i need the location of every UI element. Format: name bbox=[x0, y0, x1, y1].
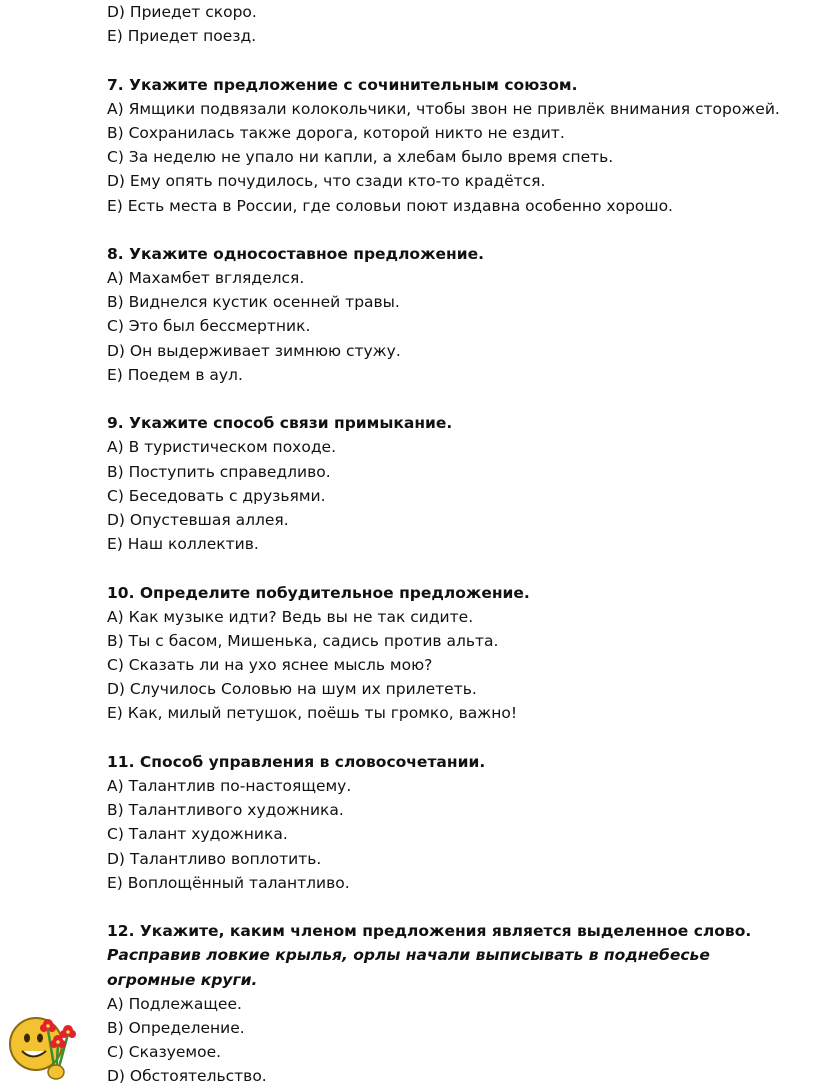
q10-option-c: C) Сказать ли на ухо яснее мысль мою? bbox=[107, 656, 433, 675]
q10-option-b: B) Ты с басом, Мишенька, садись против альта. bbox=[107, 631, 499, 650]
q10-title: 10. Определите побудительное предложение. bbox=[107, 583, 530, 602]
q12-option-c: C) Сказуемое. bbox=[107, 1043, 222, 1062]
spacer bbox=[107, 218, 807, 242]
q7-option-d: D) Ему опять почудилось, что сзади кто-то крадётся. bbox=[107, 172, 546, 191]
smiley-eye-left bbox=[24, 1034, 30, 1043]
smiley-eye-right bbox=[37, 1034, 43, 1043]
q9-option-e: E) Наш коллектив. bbox=[107, 535, 259, 554]
q8-title: 8. Укажите односоставное предложение. bbox=[107, 244, 484, 263]
q10-option-e: E) Как, милый петушок, поёшь ты громко, важно! bbox=[107, 704, 518, 723]
q7-option-b: B) Сохранилась также дорога, которой никто не ездит. bbox=[107, 123, 565, 142]
q6-option-e: E) Приедет поезд. bbox=[107, 27, 257, 46]
flower-center-2 bbox=[66, 1030, 70, 1034]
q12-title: 12. Укажите, каким членом предложения является выделенное слово. bbox=[107, 922, 752, 941]
spacer bbox=[107, 387, 807, 411]
q8-option-a: A) Махамбет вгляделся. bbox=[107, 269, 305, 288]
q12-option-b: B) Определение. bbox=[107, 1018, 245, 1037]
spacer bbox=[107, 726, 807, 750]
q11-option-e: E) Воплощённый талантливо. bbox=[107, 873, 350, 892]
q7-option-a: A) Ямщики подвязали колокольчики, чтобы звон не привлёк внимания сторожей. bbox=[107, 99, 780, 118]
smiley-hand bbox=[48, 1065, 64, 1079]
q11-option-c: C) Талант художника. bbox=[107, 825, 288, 844]
q12-option-a: A) Подлежащее. bbox=[107, 994, 242, 1013]
q7-title: 7. Укажите предложение с сочинительным союзом. bbox=[107, 75, 578, 94]
q9-option-a: A) В туристическом походе. bbox=[107, 438, 337, 457]
q12-quote-line-1: Расправив ловкие крылья, орлы начали выписывать в поднебесье bbox=[107, 946, 710, 965]
spacer bbox=[107, 895, 807, 919]
smiley-with-flowers-icon bbox=[6, 1004, 78, 1084]
flower-center-3 bbox=[46, 1024, 50, 1028]
q7-option-c: C) За неделю не упало ни капли, а хлебам было время спеть. bbox=[107, 148, 614, 167]
q8-option-d: D) Он выдерживает зимнюю стужу. bbox=[107, 341, 401, 360]
q6-option-d: D) Приедет скоро. bbox=[107, 3, 257, 21]
q9-title: 9. Укажите способ связи примыкание. bbox=[107, 414, 453, 433]
flower-center-1 bbox=[56, 1040, 60, 1044]
q10-option-d: D) Случилось Соловью на шум их прилететь. bbox=[107, 680, 477, 699]
q12-option-d: D) Обстоятельство. bbox=[107, 1067, 267, 1086]
q11-option-b: B) Талантливого художника. bbox=[107, 801, 344, 820]
q10-option-a: A) Как музыке идти? Ведь вы не так сидите. bbox=[107, 607, 474, 626]
q8-option-b: B) Виднелся кустик осенней травы. bbox=[107, 293, 400, 312]
q9-option-d: D) Опустевшая аллея. bbox=[107, 510, 289, 529]
spacer bbox=[107, 48, 807, 72]
q9-option-c: C) Беседовать с друзьями. bbox=[107, 486, 326, 505]
document-page bbox=[107, 0, 807, 1088]
spacer bbox=[107, 556, 807, 580]
q12-quote-line-2: огромные круги. bbox=[107, 970, 258, 989]
q8-option-e: E) Поедем в аул. bbox=[107, 365, 243, 384]
q9-option-b: B) Поступить справедливо. bbox=[107, 462, 331, 481]
q11-title: 11. Способ управления в словосочетании. bbox=[107, 752, 486, 771]
q11-option-d: D) Талантливо воплотить. bbox=[107, 849, 322, 868]
q11-option-a: A) Талантлив по-настоящему. bbox=[107, 777, 352, 795]
q8-option-c: C) Это был бессмертник. bbox=[107, 317, 311, 336]
q7-option-e: E) Есть места в России, где соловьи поют издавна особенно хорошо. bbox=[107, 196, 673, 215]
